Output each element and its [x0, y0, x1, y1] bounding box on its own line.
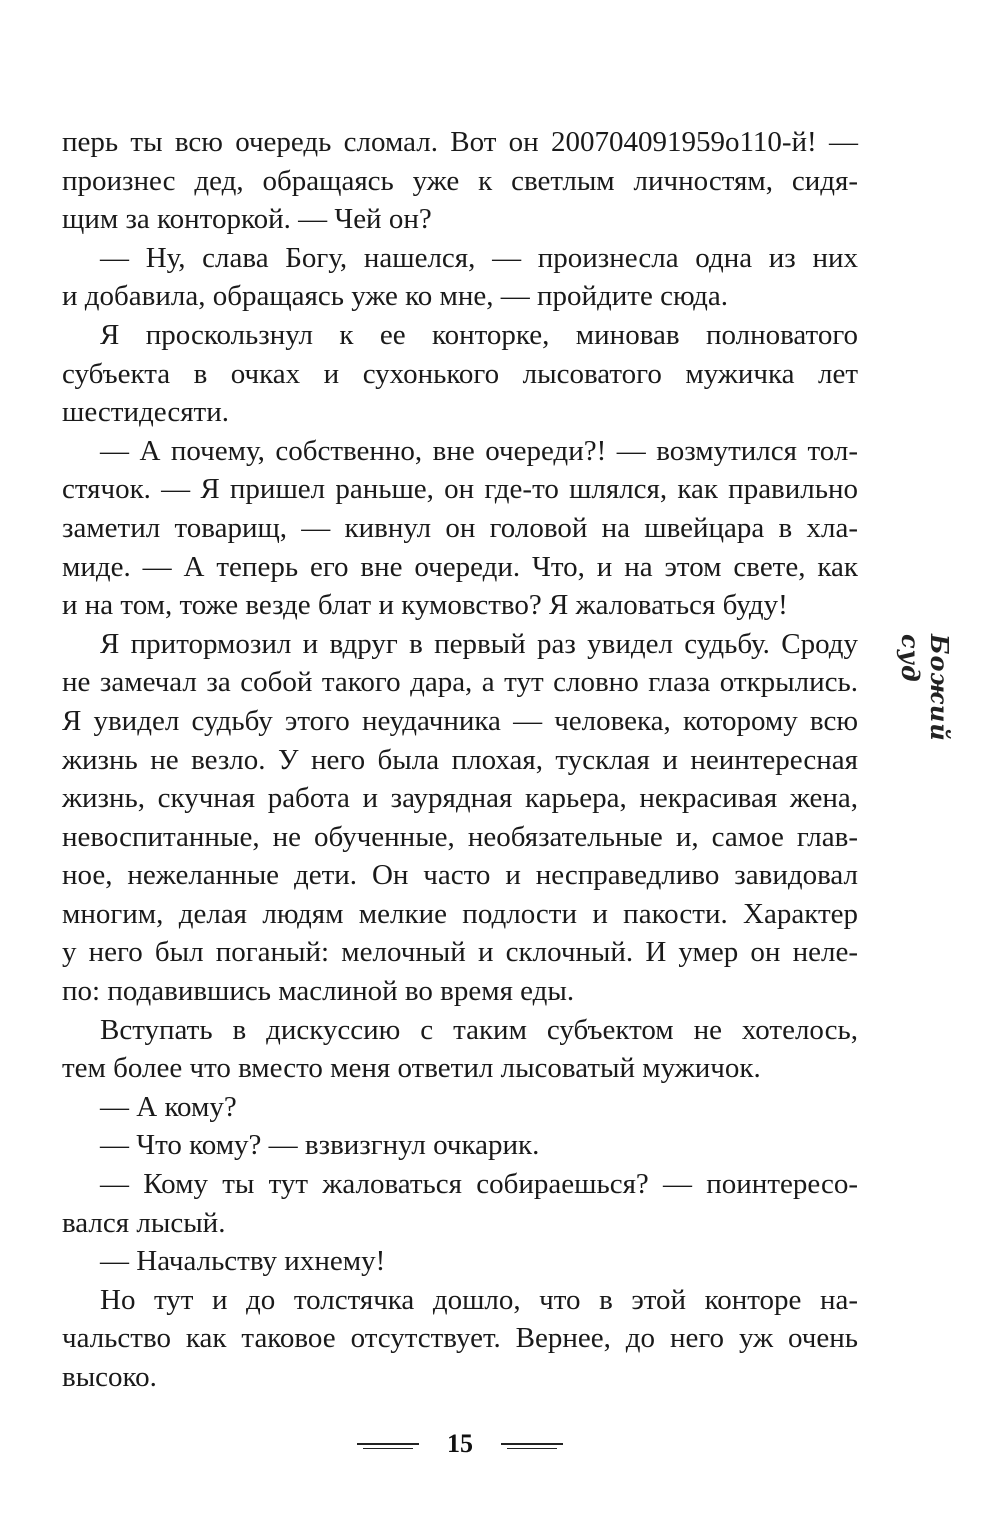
text-line: перь ты всю очередь сломал. Вот он 200704091959о110-й! — — [62, 126, 858, 158]
text-line: стячок. — Я пришел раньше, он где-то шлялся, как правильно — [62, 473, 858, 506]
text-line: субъекта в очках и сухонького лысоватого мужичка лет — [62, 357, 858, 390]
text-line: по: подавившись маслиной во время еды. — [62, 975, 575, 1008]
text-line: жизнь, скучная работа и заурядная карьера, некрасивая жена, — [62, 782, 858, 815]
page-footer — [340, 1424, 580, 1464]
page-number: 15 — [447, 1429, 473, 1458]
text-line: заметил товарищ, — кивнул он головой на швейцара в хла- — [62, 511, 858, 544]
text-line: и добавила, обращаясь уже ко мне, — пройдите сюда. — [62, 280, 729, 313]
text-line: Я проскользнул к ее конторке, миновав полноватого — [100, 318, 858, 351]
text-line: вался лысый. — [62, 1206, 226, 1239]
running-title: Божий суд — [896, 634, 954, 742]
text-line: — Кому ты тут жаловаться собираешься? — поинтересо- — [100, 1168, 858, 1201]
body-text — [62, 123, 858, 1397]
text-line: не замечал за собой такого дара, а тут словно глаза открылись. — [62, 666, 858, 699]
text-line: произнес дед, обращаясь уже к светлым личностям, сидя- — [62, 164, 858, 197]
text-line: — Ну, слава Богу, нашелся, — произнесла одна из них — [100, 241, 858, 274]
text-line: Но тут и до толстячка дошло, что в этой конторе на- — [100, 1283, 858, 1316]
text-line: миде. — А теперь его вне очереди. Что, и на этом свете, как — [62, 550, 858, 583]
text-line: многим, делая людям мелкие подлости и пакости. Характер — [62, 897, 858, 930]
text-line: Я притормозил и вдруг в первый раз увидел судьбу. Сроду — [100, 627, 858, 660]
text-line: невоспитанные, не обученные, необязательные и, самое глав- — [62, 820, 858, 853]
text-line: Я увидел судьбу этого неудачника — человека, которому всю — [62, 704, 858, 737]
text-line: высоко. — [62, 1361, 157, 1393]
text-line: ное, нежеланные дети. Он часто и несправедливо завидовал — [62, 859, 858, 892]
right-ornament-rule — [501, 1443, 563, 1445]
text-line: — А почему, собственно, вне очереди?! — возмутился тол- — [100, 434, 858, 467]
text-line: шестидесяти. — [62, 396, 229, 429]
text-line: — Что кому? — взвизгнул очкарик. — [100, 1129, 540, 1162]
text-line: и на том, тоже везде блат и кумовство? Я жаловаться буду! — [62, 589, 788, 622]
text-line: Вступать в дискуссию с таким субъектом не хотелось, — [100, 1013, 858, 1046]
text-line: — Начальству ихнему! — [100, 1245, 386, 1278]
left-ornament-rule — [357, 1443, 419, 1445]
text-line: тем более что вместо меня ответил лысоватый мужичок. — [62, 1052, 761, 1085]
text-line: жизнь не везло. У него была плохая, тусклая и неинтересная — [62, 743, 858, 776]
text-line: — А кому? — [100, 1090, 237, 1123]
text-line: чальство как таковое отсутствует. Вернее, до него уж очень — [62, 1322, 858, 1355]
text-line: у него был поганый: мелочный и склочный. И умер он неле- — [62, 936, 858, 969]
text-line: щим за конторкой. — Чей он? — [62, 203, 432, 236]
